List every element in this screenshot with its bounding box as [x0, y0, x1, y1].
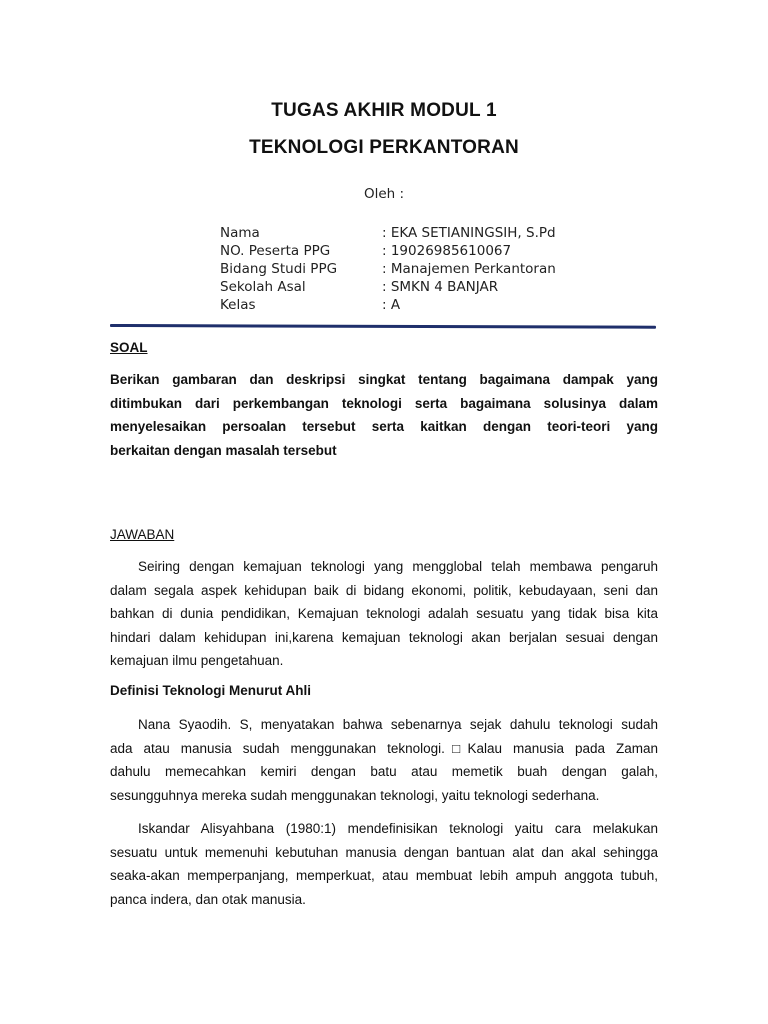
- text-line: menyelesaikan persoalan tersebut serta kaitkan dengan teori-teori yang: [110, 419, 658, 434]
- text-line: seaka-akan memperpanjang, memperkuat, atau membuat lebih ampuh anggota tubuh,: [110, 868, 658, 883]
- soal-paragraph: [110, 368, 658, 462]
- info-value: : SMKN 4 BANJAR: [382, 279, 499, 295]
- horizontal-divider: [110, 324, 656, 329]
- info-value: : Manajemen Perkantoran: [382, 261, 556, 277]
- info-value: : 19026985610067: [382, 243, 512, 259]
- text-line: ada atau manusia sudah menggunakan teknologi.□Kalau manusia pada Zaman: [110, 740, 658, 756]
- text-line: ditimbukan dari perkembangan teknologi serta bagaimana solusinya dalam: [110, 395, 658, 411]
- info-label: NO. Peserta PPG: [220, 243, 331, 259]
- jawaban-paragraph: [110, 555, 658, 673]
- document-subtitle: TEKNOLOGI PERKANTORAN: [249, 137, 519, 158]
- text-line: Nana Syaodih. S, menyatakan bahwa sebenarnya sejak dahulu teknologi sudah: [138, 717, 658, 732]
- document-title: TUGAS AKHIR MODUL 1: [271, 100, 497, 121]
- text-line: bahkan di dunia pendidikan, Kemajuan teknologi adalah sesuatu yang tidak bisa kita: [110, 606, 658, 621]
- soal-heading: SOAL: [110, 340, 148, 355]
- info-label: Nama: [220, 225, 260, 241]
- info-label: Bidang Studi PPG: [220, 261, 338, 277]
- info-value: : A: [382, 297, 401, 313]
- definisi-paragraph-1: [110, 713, 658, 807]
- text-line: berkaitan dengan masalah tersebut: [110, 442, 337, 458]
- text-line: panca indera, dan otak manusia.: [110, 891, 306, 907]
- author-intro: Oleh :: [363, 186, 405, 202]
- text-line: dahulu memecahkan kemiri dengan batu atau memetik buah dengan galah,: [110, 764, 658, 779]
- text-line: Seiring dengan kemajuan teknologi yang mengglobal telah membawa pengaruh: [138, 559, 658, 574]
- text-line: hindari dalam kehidupan ini,karena kemajuan teknologi akan berjalan sesuai dengan: [110, 629, 658, 645]
- text-line: dalam segala aspek kehidupan baik di bidang ekonomi, politik, kebudayaan, seni dan: [110, 582, 658, 598]
- info-label: Kelas: [220, 297, 256, 313]
- info-label: Sekolah Asal: [220, 279, 306, 295]
- definisi-paragraph-2: [110, 817, 658, 911]
- text-line: kemajuan ilmu pengetahuan.: [110, 653, 284, 668]
- text-line: Iskandar Alisyahbana (1980:1) mendefinisikan teknologi yaitu cara melakukan: [138, 821, 658, 836]
- definisi-heading: Definisi Teknologi Menurut Ahli: [110, 683, 311, 698]
- info-value: : EKA SETIANINGSIH, S.Pd: [382, 225, 556, 241]
- text-line: sesuatu untuk memenuhi kebutuhan manusia dengan bantuan alat dan akal sehingga: [110, 844, 658, 860]
- text-line: sesungguhnya mereka sudah menggunakan teknologi, yaitu teknologi sederhana.: [110, 787, 600, 803]
- text-line: Berikan gambaran dan deskripsi singkat tentang bagaimana dampak yang: [110, 372, 658, 387]
- jawaban-heading: JAWABAN: [110, 527, 175, 542]
